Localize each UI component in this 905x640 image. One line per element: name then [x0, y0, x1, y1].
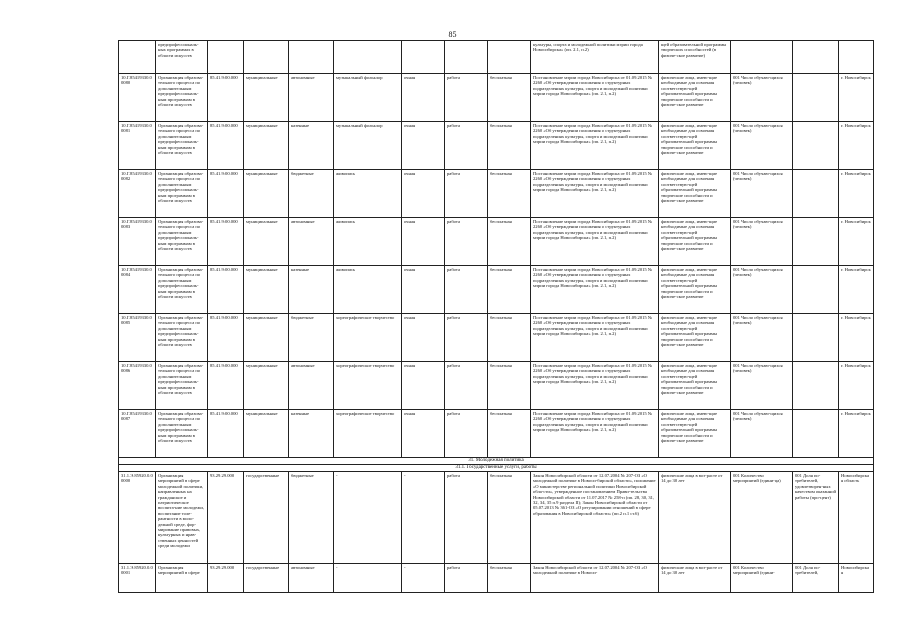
service-name-cell: Организация образова-тельного процесса по дополнительным предпрофессиональ-ным программам в области искусств: [156, 122, 208, 170]
direction-cell: музыкальный фольклор: [334, 122, 402, 170]
basis-cell: Постановление мэрии города Новосибирска от 01.09.2015 № 2260 «Об утверждении положения о структурных подразделениях культуры, спорта и молодежной политики мэрии города Новосибирска» (пп. 2.1, п.2): [531, 218, 659, 266]
indicator-cell: 001 Число обучаю-щихся (человек): [731, 410, 793, 458]
form-cell: очная: [402, 122, 445, 170]
category-cell: физические лица, имею-щие необходимые для освоения соответствую-щей образовательной программы творческие способности и физиче-ское развитие: [659, 266, 731, 314]
indicator2-cell: [793, 122, 839, 170]
indicator-cell: 001 Число обучаю-щихся (человек): [731, 170, 793, 218]
okved-cell: 85.41.9:00.000: [208, 170, 244, 218]
institution-type-cell: казенные: [289, 122, 334, 170]
table-row: [119, 472, 874, 564]
indicator-cell: 001 Число обучаю-щихся (человек): [731, 218, 793, 266]
category-cell: физические лица в воз-расте от 14 до 30 лет: [659, 472, 731, 564]
basis-cell: Постановление мэрии города Новосибирска от 01.09.2015 № 2260 «Об утверждении положения о структурных подразделениях культуры, спорта и молодежной политики мэрии города Новосибирска» (пп. 2.1, п.2): [531, 266, 659, 314]
table-row: [119, 41, 874, 74]
code-cell: 10.Г.85419330.00086: [119, 362, 156, 410]
indicator2-cell: [793, 218, 839, 266]
level-cell: муниципальные: [244, 362, 289, 410]
form-cell: очная: [402, 74, 445, 122]
institution-type-cell: бюджетные: [289, 472, 334, 564]
type-cell: работа: [445, 218, 488, 266]
pay-cell: бесплатная: [488, 472, 531, 564]
type-cell: работа: [445, 564, 488, 593]
category-cell: физические лица, имею-щие необходимые для освоения соответствую-щей образовательной программы творческие способности и физиче-ское развитие: [659, 218, 731, 266]
level-cell: государственные: [244, 564, 289, 593]
city-cell: Новосибирская: [839, 564, 874, 593]
form-cell: очная: [402, 410, 445, 458]
level-cell: муниципальные: [244, 218, 289, 266]
basis-cell: Постановление мэрии города Новосибирска от 01.09.2015 № 2260 «Об утверждении положения о структурных подразделениях культуры, спорта и молодежной политики мэрии города Новосибирска» (пп. 2.1, п.2): [531, 74, 659, 122]
direction-cell: -: [334, 472, 402, 564]
direction-cell: живопись: [334, 266, 402, 314]
type-cell: работа: [445, 362, 488, 410]
institution-type-cell: автономные: [289, 218, 334, 266]
indicator-cell: 001 Число обучаю-щихся (человек): [731, 362, 793, 410]
pay-cell: бесплатная: [488, 564, 531, 593]
service-name-cell: Организация образова-тельного процесса по дополнительным предпрофессиональ-ным программам в области искусств: [156, 266, 208, 314]
pay-cell: бесплатная: [488, 218, 531, 266]
level-cell: муниципальные: [244, 314, 289, 362]
institution-type-cell: бюджетные: [289, 170, 334, 218]
indicator2-cell: [793, 266, 839, 314]
city-cell: Новосибирская область: [839, 472, 874, 564]
category-cell: физические лица, имею-щие необходимые для освоения соответствую-щей образовательной программы творческие способности и физиче-ское развитие: [659, 170, 731, 218]
pay-cell: бесплатная: [488, 122, 531, 170]
okved-cell: 93.29.29.000: [208, 564, 244, 593]
code-cell: 10.Г.85419330.00082: [119, 170, 156, 218]
table-row: [119, 170, 874, 218]
form-cell: очная: [402, 314, 445, 362]
city-cell: г. Новосибирск: [839, 218, 874, 266]
code-cell: 10.Г.85419330.00080: [119, 74, 156, 122]
basis-cell: Закон Новосибирской области от 12.07.2004 № 207-ОЗ «О молодежной политике в Новоси-бирской области», положение «О министерстве региональной политики Новосибирской обла-сти», утвержденное постановлением Прави-тельства Новосибирской области от 11.07.2017 № 258-п (пп. 28, 30, 31, 32, 34, 35 п.9 раздела II); Закон Новосибирской области от 05.07.2013 № 361-ОЗ «О регулировании отношений в сфере образования в Новосибирской области» (пп.2 п.1 ст.6): [531, 472, 659, 564]
table-row: [119, 362, 874, 410]
okved-cell: 85.41.9:00.000: [208, 362, 244, 410]
subsection-title: 31.1. Государственные услуги, работы: [119, 465, 874, 472]
code-cell: 10.Г.85419330.00083: [119, 218, 156, 266]
services-register-table: [118, 40, 874, 593]
type-cell: работа: [445, 122, 488, 170]
city-cell: г. Новосибирск: [839, 314, 874, 362]
page-number: 85: [448, 30, 457, 39]
direction-cell: хореографическое творчество: [334, 362, 402, 410]
code-cell: 10.Г.85419330.00087: [119, 410, 156, 458]
table-row: [119, 564, 874, 593]
direction-cell: хореографическое творчество: [334, 410, 402, 458]
subsection-title-row: [119, 465, 874, 472]
form-cell: -: [402, 472, 445, 564]
institution-type-cell: автономные: [289, 564, 334, 593]
type-cell: работа: [445, 170, 488, 218]
city-cell: г. Новосибирск: [839, 74, 874, 122]
city-cell: г. Новосибирск: [839, 170, 874, 218]
direction-cell: музыкальный фольклор: [334, 74, 402, 122]
service-name-cell: Организация мероприятий в сфере: [156, 564, 208, 593]
service-name-cell: Организация мероприятий в сфере молодежной политики, направленных на гражданское и патриотическое воспита-ние молодежи, воспитание толе-рантности в моло-дежной среде, фор-мирование правовых, культурных и нрав-ственных ценностей среди молодежи: [156, 472, 208, 564]
service-name-cell: Организация образова-тельного процесса по дополнительным предпрофессиональ-ным программам в области искусств: [156, 170, 208, 218]
section-title-row: [119, 458, 874, 465]
service-name-cell: Организация образова-тельного процесса по дополнительным предпрофессиональ-ным программам в области искусств: [156, 218, 208, 266]
basis-cell: Постановление мэрии города Новосибирска от 01.09.2015 № 2260 «Об утверждении положения о структурных подразделениях культуры, спорта и молодежной политики мэрии города Новосибирска» (пп. 2.1, п.2): [531, 314, 659, 362]
type-cell: работа: [445, 472, 488, 564]
category-cell: щей образовательной программы творческих способностей (в физиче-ское развитие): [659, 41, 731, 74]
indicator-cell: 001 Количество мероприятий (едини-ца): [731, 472, 793, 564]
table-row: [119, 314, 874, 362]
table-row: [119, 410, 874, 458]
table-row: [119, 122, 874, 170]
level-cell: государственные: [244, 472, 289, 564]
table-row: [119, 74, 874, 122]
okved-cell: 85.41.9:00.000: [208, 122, 244, 170]
type-cell: работа: [445, 266, 488, 314]
indicator-cell: 001 Количество мероприятий (едини-: [731, 564, 793, 593]
institution-type-cell: бюджетные: [289, 314, 334, 362]
category-cell: физические лица, имею-щие необходимые для освоения соответствую-щей образовательной программы творческие способности и физиче-ское развитие: [659, 410, 731, 458]
form-cell: -: [402, 564, 445, 593]
level-cell: муниципальные: [244, 410, 289, 458]
city-cell: г. Новосибирск: [839, 410, 874, 458]
institution-type-cell: казенные: [289, 410, 334, 458]
level-cell: муниципальные: [244, 122, 289, 170]
table-row: [119, 266, 874, 314]
indicator2-cell: 001 Доля по-требителей, удовлетворен-ных качеством оказанной работы (про-цент): [793, 472, 839, 564]
indicator2-cell: [793, 410, 839, 458]
form-cell: очная: [402, 362, 445, 410]
category-cell: физические лица в воз-расте от 14 до 30 лет: [659, 564, 731, 593]
indicator2-cell: [793, 170, 839, 218]
indicator-cell: 001 Число обучаю-щихся (человек): [731, 314, 793, 362]
okved-cell: 93.29.29.000: [208, 472, 244, 564]
code-cell: 31.1.Э.85920.0.00001: [119, 564, 156, 593]
direction-cell: живопись: [334, 218, 402, 266]
level-cell: муниципальные: [244, 74, 289, 122]
pay-cell: бесплатная: [488, 266, 531, 314]
okved-cell: 85.41.9:00.000: [208, 218, 244, 266]
table-row: [119, 218, 874, 266]
city-cell: г. Новосибирск: [839, 362, 874, 410]
direction-cell: -: [334, 564, 402, 593]
category-cell: физические лица, имею-щие необходимые для освоения соответствую-щей образовательной программы творческие способности и физиче-ское развитие: [659, 314, 731, 362]
basis-cell: культуры, спорта и молодежной политики мэрии города Новосибирска» (пп. 2.1, п.2): [531, 41, 659, 74]
category-cell: физические лица, имею-щие необходимые для освоения соответствую-щей образовательной программы творческие способности и физиче-ское развитие: [659, 362, 731, 410]
basis-cell: Постановление мэрии города Новосибирска от 01.09.2015 № 2260 «Об утверждении положения о структурных подразделениях культуры, спорта и молодежной политики мэрии города Новосибирска» (пп. 2.1, п.2): [531, 122, 659, 170]
okved-cell: 85.41.9:00.000: [208, 410, 244, 458]
category-cell: физические лица, имею-щие необходимые для освоения соответствую-щей образовательной программы творческие способности и физиче-ское развитие: [659, 74, 731, 122]
service-name-cell: Организация образова-тельного процесса по дополнительным предпрофессиональ-ным программам в области искусств: [156, 362, 208, 410]
indicator2-cell: [793, 362, 839, 410]
service-name-cell: Организация образова-тельного процесса по дополнительным предпрофессиональ-ным программам в области искусств: [156, 314, 208, 362]
basis-cell: Закон Новосибирской области от 12.07.2004 № 207-ОЗ «О молодежной политике в Новоси-: [531, 564, 659, 593]
pay-cell: бесплатная: [488, 410, 531, 458]
okved-cell: 85.41.9:00.000: [208, 74, 244, 122]
indicator-cell: 001 Число обучаю-щихся (человек): [731, 266, 793, 314]
service-name-cell: предпрофессиональ-ных программах в области искусств: [156, 41, 208, 74]
code-cell: 10.Г.85419330.00084: [119, 266, 156, 314]
type-cell: работа: [445, 74, 488, 122]
indicator-cell: 001 Число обучаю-щихся (человек): [731, 122, 793, 170]
type-cell: работа: [445, 410, 488, 458]
form-cell: очная: [402, 218, 445, 266]
basis-cell: Постановление мэрии города Новосибирска от 01.09.2015 № 2260 «Об утверждении положения о структурных подразделениях культуры, спорта и молодежной политики мэрии города Новосибирска» (пп. 2.1, п.2): [531, 362, 659, 410]
code-cell: 10.Г.85419330.00085: [119, 314, 156, 362]
section-title: 31. Молодежная политика: [119, 458, 874, 465]
level-cell: муниципальные: [244, 266, 289, 314]
okved-cell: 85.41.9:00.000: [208, 266, 244, 314]
institution-type-cell: автономные: [289, 74, 334, 122]
service-name-cell: Организация образова-тельного процесса по дополнительным предпрофессиональ-ным программам в области искусств: [156, 74, 208, 122]
direction-cell: живопись: [334, 170, 402, 218]
city-cell: г. Новосибирск: [839, 122, 874, 170]
indicator2-cell: [793, 314, 839, 362]
code-cell: 31.1.Э.85920.0.00000: [119, 472, 156, 564]
form-cell: очная: [402, 266, 445, 314]
pay-cell: бесплатная: [488, 170, 531, 218]
form-cell: очная: [402, 170, 445, 218]
institution-type-cell: казенные: [289, 266, 334, 314]
basis-cell: Постановление мэрии города Новосибирска от 01.09.2015 № 2260 «Об утверждении положения о структурных подразделениях культуры, спорта и молодежной политики мэрии города Новосибирска» (пп. 2.1, п.2): [531, 410, 659, 458]
pay-cell: бесплатная: [488, 314, 531, 362]
indicator-cell: 001 Число обучаю-щихся (человек): [731, 74, 793, 122]
level-cell: муниципальные: [244, 170, 289, 218]
indicator2-cell: [793, 74, 839, 122]
type-cell: работа: [445, 314, 488, 362]
pay-cell: бесплатная: [488, 74, 531, 122]
service-name-cell: Организация образова-тельного процесса по дополнительным предпрофессиональ-ным программам в области искусств: [156, 410, 208, 458]
pay-cell: бесплатная: [488, 362, 531, 410]
direction-cell: хореографическое творчество: [334, 314, 402, 362]
basis-cell: Постановление мэрии города Новосибирска от 01.09.2015 № 2260 «Об утверждении положения о структурных подразделениях культуры, спорта и молодежной политики мэрии города Новосибирска» (пп. 2.1, п.2): [531, 170, 659, 218]
city-cell: г. Новосибирск: [839, 266, 874, 314]
okved-cell: 85.41.9:00.000: [208, 314, 244, 362]
category-cell: физические лица, имею-щие необходимые для освоения соответствую-щей образовательной программы творческие способности и физиче-ское развитие: [659, 122, 731, 170]
institution-type-cell: автономные: [289, 362, 334, 410]
code-cell: 10.Г.85419330.00081: [119, 122, 156, 170]
indicator2-cell: 001 Доля по-требителей,: [793, 564, 839, 593]
